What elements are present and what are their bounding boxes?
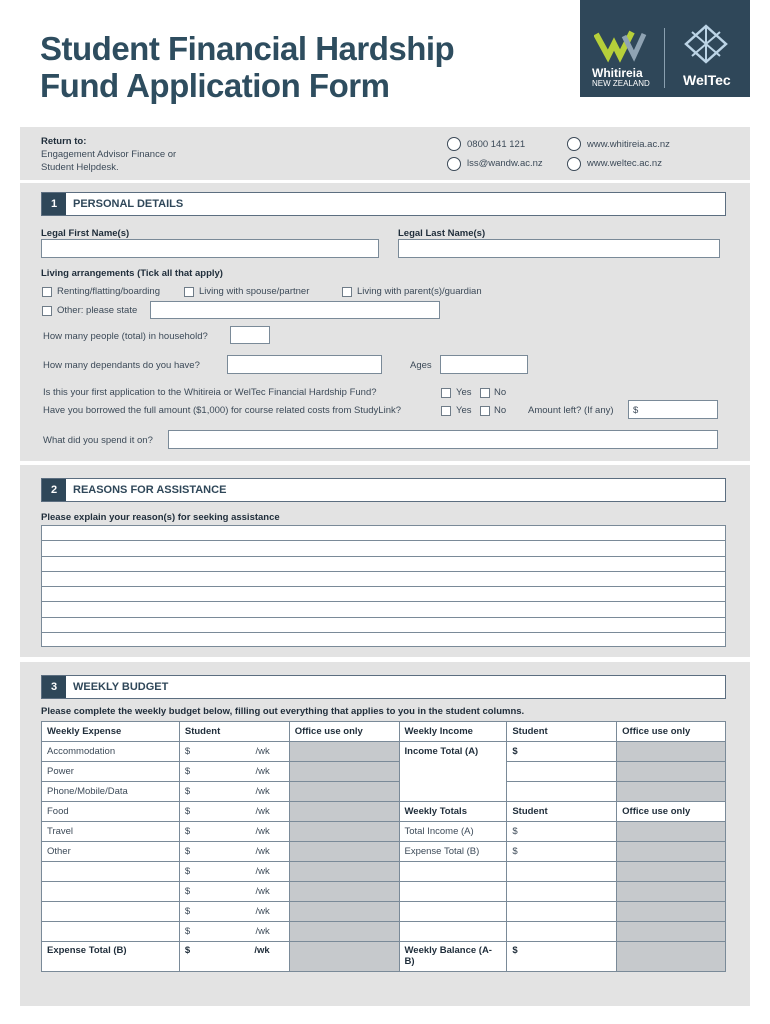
section1-header xyxy=(41,192,726,216)
table-row xyxy=(42,922,726,942)
table-header-row xyxy=(42,722,726,742)
office-cell xyxy=(289,782,399,802)
table-row xyxy=(42,782,726,802)
amount-left-currency: $ xyxy=(633,405,639,416)
borrowed-yes-checkbox[interactable] xyxy=(441,406,451,416)
office-cell xyxy=(289,882,399,902)
household-question: How many people (total) in household? xyxy=(43,331,208,342)
weekly-balance-student-cell[interactable]: $ xyxy=(507,942,617,972)
borrowed-no-label: No xyxy=(494,405,507,416)
expense-total-row-student[interactable]: $ /wk xyxy=(179,942,289,972)
first-name-label: Legal First Name(s) xyxy=(41,228,130,239)
spouse-checkbox[interactable] xyxy=(184,287,194,297)
office-cell xyxy=(617,782,726,802)
renting-checkbox[interactable] xyxy=(42,287,52,297)
office-cell xyxy=(617,822,726,842)
other-label: Other: please state xyxy=(57,305,138,316)
section3-title: WEEKLY BUDGET xyxy=(73,681,169,693)
student-amount-cell[interactable]: $ /wk xyxy=(179,802,289,822)
student-amount-cell[interactable]: $ /wk xyxy=(179,782,289,802)
office-cell xyxy=(289,742,399,762)
dependants-question: How many dependants do you have? xyxy=(43,360,200,371)
income-empty-cell[interactable] xyxy=(507,762,617,782)
table-row xyxy=(42,742,726,762)
weltec-logo-mark xyxy=(684,24,728,64)
other-checkbox[interactable] xyxy=(42,306,52,316)
expense-blank-label[interactable] xyxy=(42,862,180,882)
office-cell xyxy=(289,862,399,882)
col-weekly-expense: Weekly Expense xyxy=(42,722,180,742)
amount-left-input[interactable] xyxy=(628,400,718,419)
dependants-input[interactable] xyxy=(227,355,382,374)
renting-label: Renting/flatting/boarding xyxy=(57,286,160,297)
whitireia-name: Whitireia xyxy=(592,66,643,80)
table-total-row xyxy=(42,942,726,972)
last-name-label: Legal Last Name(s) xyxy=(398,228,486,239)
office-cell xyxy=(289,822,399,842)
income-empty-cell xyxy=(507,862,617,882)
return-line1: Engagement Advisor Finance or xyxy=(41,149,177,160)
form-title-line1: Student Financial Hardship xyxy=(40,30,455,67)
other-input[interactable] xyxy=(150,301,440,319)
contact-phone: 0800 141 121 xyxy=(467,139,526,150)
office-cell xyxy=(617,742,726,762)
weekly-budget-table xyxy=(41,721,726,972)
living-label: Living arrangements (Tick all that apply) xyxy=(41,268,223,279)
section2-title: REASONS FOR ASSISTANCE xyxy=(73,484,227,496)
income-total-student-cell[interactable]: $ xyxy=(507,742,617,762)
borrowed-no-checkbox[interactable] xyxy=(480,406,490,416)
last-name-input[interactable] xyxy=(398,239,720,258)
section3-number: 3 xyxy=(42,676,66,698)
expense-blank-label[interactable] xyxy=(42,882,180,902)
parents-checkbox[interactable] xyxy=(342,287,352,297)
income-empty-cell xyxy=(507,902,617,922)
expense-label: Power xyxy=(42,762,180,782)
form-title-line2: Fund Application Form xyxy=(40,67,390,104)
student-amount-cell[interactable]: $ /wk xyxy=(179,862,289,882)
col-office-income: Office use only xyxy=(617,722,726,742)
section1-title: PERSONAL DETAILS xyxy=(73,198,184,210)
weekly-balance-label: Weekly Balance (A-B) xyxy=(399,942,507,972)
amount-left-label: Amount left? (If any) xyxy=(528,405,614,416)
income-empty-cell[interactable] xyxy=(507,782,617,802)
borrowed-yes-label: Yes xyxy=(456,405,472,416)
income-empty-cell xyxy=(507,882,617,902)
first-app-yes-label: Yes xyxy=(456,387,472,398)
expense-label: Accommodation xyxy=(42,742,180,762)
student-amount-cell[interactable]: $ /wk xyxy=(179,902,289,922)
section1-band xyxy=(20,183,750,461)
whitireia-logo-mark xyxy=(594,26,652,64)
expense-blank-label[interactable] xyxy=(42,902,180,922)
col-weekly-income: Weekly Income xyxy=(399,722,507,742)
table-row xyxy=(42,902,726,922)
table-row xyxy=(42,822,726,842)
total-income-student-cell[interactable]: $ xyxy=(507,822,617,842)
office-cell xyxy=(289,942,399,972)
expense-label: Food xyxy=(42,802,180,822)
reasons-textarea[interactable] xyxy=(41,525,726,647)
office-cell xyxy=(617,842,726,862)
office-cell xyxy=(617,902,726,922)
email-icon xyxy=(447,157,461,171)
return-label: Return to: xyxy=(41,136,87,147)
student-amount-cell[interactable]: $ /wk xyxy=(179,882,289,902)
student-amount-cell[interactable]: $ /wk xyxy=(179,842,289,862)
office-cell xyxy=(617,762,726,782)
office-cell xyxy=(617,862,726,882)
form-title xyxy=(40,30,454,104)
contact-web1[interactable]: www.whitireia.ac.nz xyxy=(587,139,670,150)
expense-blank-label[interactable] xyxy=(42,922,180,942)
income-empty-cell xyxy=(399,882,507,902)
web-icon xyxy=(567,137,581,151)
weltec-name: WelTec xyxy=(683,72,731,88)
expense-label: Travel xyxy=(42,822,180,842)
ages-input[interactable] xyxy=(440,355,528,374)
parents-label: Living with parent(s)/guardian xyxy=(357,286,482,297)
section3-header xyxy=(41,675,726,699)
spend-question: What did you spend it on? xyxy=(43,435,153,446)
return-line2: Student Helpdesk. xyxy=(41,162,119,173)
web-icon xyxy=(567,157,581,171)
col-office: Office use only xyxy=(289,722,399,742)
weekly-totals-office-header: Office use only xyxy=(617,802,726,822)
weekly-totals-header: Weekly Totals xyxy=(399,802,507,822)
office-cell xyxy=(289,842,399,862)
household-input[interactable] xyxy=(230,326,270,344)
student-amount-cell[interactable]: $ /wk xyxy=(179,742,289,762)
phone-icon xyxy=(447,137,461,151)
reasons-prompt: Please explain your reason(s) for seeking assistance xyxy=(41,512,280,523)
budget-instruction: Please complete the weekly budget below, filling out everything that applies to you in the student columns. xyxy=(41,706,525,717)
spouse-label: Living with spouse/partner xyxy=(199,286,310,297)
expense-total-student-cell[interactable]: $ xyxy=(507,842,617,862)
whitireia-sub: NEW ZEALAND xyxy=(592,79,650,88)
office-cell xyxy=(289,762,399,782)
table-row xyxy=(42,802,726,822)
col-student-income: Student xyxy=(507,722,617,742)
office-cell xyxy=(617,942,726,972)
student-amount-cell[interactable]: $ /wk xyxy=(179,922,289,942)
section2-header xyxy=(41,478,726,502)
spend-input[interactable] xyxy=(168,430,718,449)
first-app-no-label: No xyxy=(494,387,507,398)
student-amount-cell[interactable]: $ /wk xyxy=(179,822,289,842)
income-empty-cell xyxy=(399,902,507,922)
col-student: Student xyxy=(179,722,289,742)
expense-label: Phone/Mobile/Data xyxy=(42,782,180,802)
expense-label: Other xyxy=(42,842,180,862)
total-income-label: Total Income (A) xyxy=(399,822,507,842)
office-cell xyxy=(617,922,726,942)
section2-number: 2 xyxy=(42,479,66,501)
first-app-yes-checkbox[interactable] xyxy=(441,388,451,398)
office-cell xyxy=(289,902,399,922)
logo-divider xyxy=(664,28,665,88)
table-row xyxy=(42,762,726,782)
institution-logos xyxy=(580,0,750,97)
contact-web2[interactable]: www.weltec.ac.nz xyxy=(587,158,662,169)
ages-label: Ages xyxy=(410,360,432,371)
income-empty-cell xyxy=(399,922,507,942)
first-name-input[interactable] xyxy=(41,239,379,258)
first-app-no-checkbox[interactable] xyxy=(480,388,490,398)
income-total-label: Income Total (A) xyxy=(399,742,507,802)
table-row xyxy=(42,882,726,902)
first-application-question: Is this your first application to the Whitireia or WelTec Financial Hardship Fund? xyxy=(43,387,377,398)
table-row xyxy=(42,862,726,882)
student-amount-cell[interactable]: $ /wk xyxy=(179,762,289,782)
expense-total-label: Expense Total (B) xyxy=(399,842,507,862)
expense-total-row-label: Expense Total (B) xyxy=(42,942,180,972)
section1-number: 1 xyxy=(42,193,66,215)
office-cell xyxy=(289,922,399,942)
income-empty-cell xyxy=(399,862,507,882)
weekly-totals-student-header: Student xyxy=(507,802,617,822)
contact-email[interactable]: lss@wandw.ac.nz xyxy=(467,158,543,169)
office-cell xyxy=(289,802,399,822)
office-cell xyxy=(617,882,726,902)
borrowed-question: Have you borrowed the full amount ($1,000) for course related costs from StudyLink? xyxy=(43,405,402,416)
table-row xyxy=(42,842,726,862)
income-empty-cell xyxy=(507,922,617,942)
